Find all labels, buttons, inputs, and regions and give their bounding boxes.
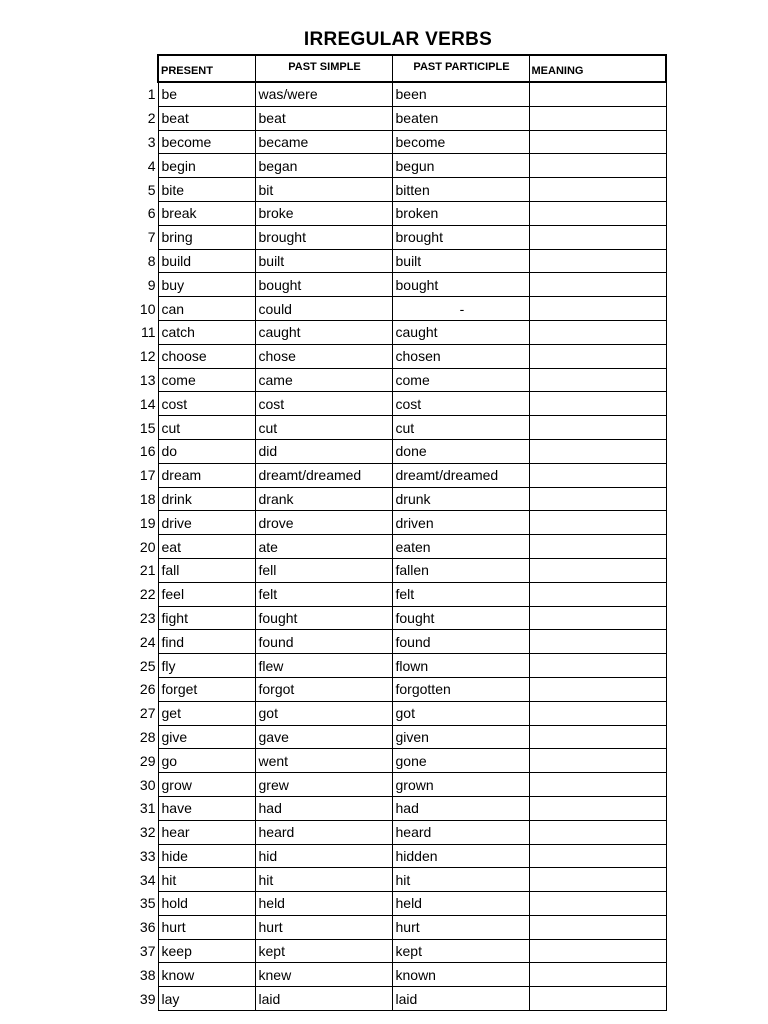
cell-meaning bbox=[529, 106, 666, 130]
cell-past-participle: cost bbox=[392, 392, 529, 416]
cell-past-simple: hit bbox=[255, 868, 392, 892]
cell-meaning bbox=[529, 511, 666, 535]
cell-past-simple: fought bbox=[255, 606, 392, 630]
cell-past-simple: went bbox=[255, 749, 392, 773]
row-number: 27 bbox=[139, 705, 156, 722]
table-body bbox=[128, 82, 666, 1011]
cell-meaning bbox=[529, 606, 666, 630]
cell-meaning bbox=[529, 130, 666, 154]
header-present: PRESENT bbox=[158, 55, 255, 82]
table-row bbox=[128, 439, 666, 463]
cell-meaning bbox=[529, 392, 666, 416]
cell-past-simple: forgot bbox=[255, 677, 392, 701]
row-number: 20 bbox=[139, 538, 156, 555]
cell-past-participle: hidden bbox=[392, 844, 529, 868]
cell-past-participle: known bbox=[392, 963, 529, 987]
table-row bbox=[128, 868, 666, 892]
cell-past-simple: became bbox=[255, 130, 392, 154]
row-number: 10 bbox=[139, 300, 156, 317]
cell-past-participle: got bbox=[392, 701, 529, 725]
cell-past-participle: kept bbox=[392, 939, 529, 963]
cell-past-participle: heard bbox=[392, 820, 529, 844]
row-number: 14 bbox=[139, 395, 156, 412]
table-row bbox=[128, 368, 666, 392]
cell-present: go bbox=[158, 749, 255, 773]
cell-present: have bbox=[158, 796, 255, 820]
table-row bbox=[128, 273, 666, 297]
table-row bbox=[128, 344, 666, 368]
cell-present: fight bbox=[158, 606, 255, 630]
cell-meaning bbox=[529, 320, 666, 344]
cell-present: fall bbox=[158, 558, 255, 582]
cell-past-simple: heard bbox=[255, 820, 392, 844]
cell-past-simple: drove bbox=[255, 511, 392, 535]
cell-present: keep bbox=[158, 939, 255, 963]
cell-past-participle: chosen bbox=[392, 344, 529, 368]
header-meaning: MEANING bbox=[529, 55, 666, 82]
table-row bbox=[128, 844, 666, 868]
cell-present: grow bbox=[158, 773, 255, 797]
irregular-verbs-table bbox=[128, 54, 667, 1011]
cell-present: hear bbox=[158, 820, 255, 844]
cell-past-simple: laid bbox=[255, 987, 392, 1011]
cell-past-simple: knew bbox=[255, 963, 392, 987]
cell-past-simple: brought bbox=[255, 225, 392, 249]
cell-past-participle: fallen bbox=[392, 558, 529, 582]
table-row bbox=[128, 463, 666, 487]
row-number: 4 bbox=[147, 157, 156, 174]
row-number: 5 bbox=[147, 181, 156, 198]
cell-past-simple: broke bbox=[255, 201, 392, 225]
cell-meaning bbox=[529, 963, 666, 987]
row-number: 24 bbox=[139, 633, 156, 650]
table-row bbox=[128, 82, 666, 106]
cell-past-participle: gone bbox=[392, 749, 529, 773]
cell-meaning bbox=[529, 987, 666, 1011]
cell-past-simple: hurt bbox=[255, 915, 392, 939]
cell-meaning bbox=[529, 701, 666, 725]
cell-past-participle: beaten bbox=[392, 106, 529, 130]
cell-present: give bbox=[158, 725, 255, 749]
cell-meaning bbox=[529, 344, 666, 368]
cell-meaning bbox=[529, 773, 666, 797]
cell-meaning bbox=[529, 297, 666, 321]
cell-present: drink bbox=[158, 487, 255, 511]
cell-meaning bbox=[529, 82, 666, 106]
cell-past-simple: bit bbox=[255, 178, 392, 202]
row-number: 7 bbox=[147, 229, 156, 246]
row-number: 31 bbox=[139, 800, 156, 817]
cell-present: build bbox=[158, 249, 255, 273]
cell-present: hurt bbox=[158, 915, 255, 939]
cell-meaning bbox=[529, 915, 666, 939]
table-row bbox=[128, 773, 666, 797]
cell-meaning bbox=[529, 249, 666, 273]
cell-past-participle: broken bbox=[392, 201, 529, 225]
table-row bbox=[128, 558, 666, 582]
row-number: 16 bbox=[139, 443, 156, 460]
row-number: 22 bbox=[139, 586, 156, 603]
table-row bbox=[128, 201, 666, 225]
table-header-row bbox=[128, 55, 666, 82]
row-number: 2 bbox=[147, 110, 156, 127]
row-number: 13 bbox=[139, 371, 156, 388]
table-row bbox=[128, 154, 666, 178]
cell-past-participle: driven bbox=[392, 511, 529, 535]
cell-past-simple: could bbox=[255, 297, 392, 321]
table-row bbox=[128, 178, 666, 202]
cell-present: cut bbox=[158, 416, 255, 440]
cell-past-participle: fought bbox=[392, 606, 529, 630]
table-row bbox=[128, 130, 666, 154]
table-row bbox=[128, 249, 666, 273]
cell-past-participle: brought bbox=[392, 225, 529, 249]
cell-past-participle: become bbox=[392, 130, 529, 154]
cell-present: can bbox=[158, 297, 255, 321]
cell-meaning bbox=[529, 725, 666, 749]
cell-meaning bbox=[529, 820, 666, 844]
row-number: 33 bbox=[139, 847, 156, 864]
row-number: 32 bbox=[139, 824, 156, 841]
table-row bbox=[128, 820, 666, 844]
row-number: 30 bbox=[139, 776, 156, 793]
row-number: 8 bbox=[147, 252, 156, 269]
cell-past-participle: drunk bbox=[392, 487, 529, 511]
row-number: 9 bbox=[147, 276, 156, 293]
row-number: 29 bbox=[139, 752, 156, 769]
table-row bbox=[128, 416, 666, 440]
cell-past-participle: - bbox=[392, 297, 529, 321]
cell-meaning bbox=[529, 630, 666, 654]
cell-meaning bbox=[529, 868, 666, 892]
row-number: 12 bbox=[139, 348, 156, 365]
cell-present: be bbox=[158, 82, 255, 106]
row-number: 17 bbox=[139, 467, 156, 484]
cell-present: break bbox=[158, 201, 255, 225]
cell-present: catch bbox=[158, 320, 255, 344]
cell-past-participle: given bbox=[392, 725, 529, 749]
cell-past-simple: began bbox=[255, 154, 392, 178]
cell-past-participle: forgotten bbox=[392, 677, 529, 701]
table-row bbox=[128, 606, 666, 630]
table-row bbox=[128, 939, 666, 963]
cell-present: forget bbox=[158, 677, 255, 701]
row-number: 11 bbox=[140, 324, 156, 341]
cell-past-participle: bought bbox=[392, 273, 529, 297]
cell-past-participle: felt bbox=[392, 582, 529, 606]
cell-past-participle: dreamt/dreamed bbox=[392, 463, 529, 487]
table-row bbox=[128, 749, 666, 773]
table-row bbox=[128, 701, 666, 725]
table-row bbox=[128, 963, 666, 987]
row-number: 28 bbox=[139, 728, 156, 745]
cell-past-simple: came bbox=[255, 368, 392, 392]
cell-past-simple: built bbox=[255, 249, 392, 273]
cell-past-simple: held bbox=[255, 892, 392, 916]
row-number: 38 bbox=[139, 966, 156, 983]
table-row bbox=[128, 654, 666, 678]
table-row bbox=[128, 487, 666, 511]
table-row bbox=[128, 725, 666, 749]
table-row bbox=[128, 511, 666, 535]
cell-past-simple: bought bbox=[255, 273, 392, 297]
cell-meaning bbox=[529, 796, 666, 820]
table-row bbox=[128, 892, 666, 916]
row-number: 15 bbox=[139, 419, 156, 436]
table-row bbox=[128, 392, 666, 416]
cell-meaning bbox=[529, 487, 666, 511]
cell-present: find bbox=[158, 630, 255, 654]
table-row bbox=[128, 106, 666, 130]
table-row bbox=[128, 677, 666, 701]
table-row bbox=[128, 915, 666, 939]
cell-past-participle: done bbox=[392, 439, 529, 463]
cell-past-simple: did bbox=[255, 439, 392, 463]
cell-meaning bbox=[529, 154, 666, 178]
cell-past-simple: gave bbox=[255, 725, 392, 749]
cell-meaning bbox=[529, 844, 666, 868]
row-number: 34 bbox=[139, 871, 156, 888]
cell-present: begin bbox=[158, 154, 255, 178]
cell-past-participle: found bbox=[392, 630, 529, 654]
table-row bbox=[128, 987, 666, 1011]
header-past-participle: PAST PARTICIPLE bbox=[392, 55, 529, 82]
row-number: 1 bbox=[147, 86, 156, 103]
row-number: 37 bbox=[139, 943, 156, 960]
row-number: 26 bbox=[139, 681, 156, 698]
cell-past-simple: fell bbox=[255, 558, 392, 582]
cell-present: drive bbox=[158, 511, 255, 535]
cell-meaning bbox=[529, 178, 666, 202]
cell-meaning bbox=[529, 677, 666, 701]
cell-past-simple: cost bbox=[255, 392, 392, 416]
cell-meaning bbox=[529, 225, 666, 249]
cell-present: buy bbox=[158, 273, 255, 297]
cell-present: cost bbox=[158, 392, 255, 416]
cell-past-simple: ate bbox=[255, 535, 392, 559]
cell-present: eat bbox=[158, 535, 255, 559]
row-number: 23 bbox=[139, 609, 156, 626]
cell-present: fly bbox=[158, 654, 255, 678]
cell-meaning bbox=[529, 939, 666, 963]
cell-meaning bbox=[529, 749, 666, 773]
cell-past-participle: caught bbox=[392, 320, 529, 344]
cell-meaning bbox=[529, 582, 666, 606]
cell-past-simple: caught bbox=[255, 320, 392, 344]
table-row bbox=[128, 320, 666, 344]
cell-past-simple: found bbox=[255, 630, 392, 654]
cell-present: dream bbox=[158, 463, 255, 487]
cell-meaning bbox=[529, 892, 666, 916]
cell-present: bring bbox=[158, 225, 255, 249]
cell-past-simple: cut bbox=[255, 416, 392, 440]
cell-present: hit bbox=[158, 868, 255, 892]
cell-past-simple: had bbox=[255, 796, 392, 820]
cell-past-simple: kept bbox=[255, 939, 392, 963]
cell-past-simple: felt bbox=[255, 582, 392, 606]
cell-meaning bbox=[529, 439, 666, 463]
row-number: 19 bbox=[139, 514, 156, 531]
page-title: IRREGULAR VERBS bbox=[303, 29, 493, 50]
cell-past-simple: drank bbox=[255, 487, 392, 511]
cell-past-simple: hid bbox=[255, 844, 392, 868]
cell-present: hold bbox=[158, 892, 255, 916]
table-row bbox=[128, 630, 666, 654]
cell-present: hide bbox=[158, 844, 255, 868]
cell-past-participle: hurt bbox=[392, 915, 529, 939]
cell-past-participle: had bbox=[392, 796, 529, 820]
cell-past-participle: laid bbox=[392, 987, 529, 1011]
cell-past-simple: dreamt/dreamed bbox=[255, 463, 392, 487]
cell-past-participle: bitten bbox=[392, 178, 529, 202]
row-number: 3 bbox=[147, 133, 156, 150]
cell-past-participle: hit bbox=[392, 868, 529, 892]
cell-present: feel bbox=[158, 582, 255, 606]
cell-past-participle: been bbox=[392, 82, 529, 106]
cell-past-simple: flew bbox=[255, 654, 392, 678]
cell-present: get bbox=[158, 701, 255, 725]
row-number: 18 bbox=[139, 490, 156, 507]
cell-past-simple: beat bbox=[255, 106, 392, 130]
cell-present: choose bbox=[158, 344, 255, 368]
table-row bbox=[128, 297, 666, 321]
cell-present: lay bbox=[158, 987, 255, 1011]
cell-past-simple: got bbox=[255, 701, 392, 725]
header-past-simple: PAST SIMPLE bbox=[255, 55, 392, 82]
cell-meaning bbox=[529, 368, 666, 392]
cell-meaning bbox=[529, 201, 666, 225]
cell-past-simple: grew bbox=[255, 773, 392, 797]
cell-past-participle: built bbox=[392, 249, 529, 273]
header-number bbox=[128, 55, 158, 82]
cell-present: know bbox=[158, 963, 255, 987]
cell-meaning bbox=[529, 535, 666, 559]
row-number: 36 bbox=[139, 919, 156, 936]
cell-past-simple: was/were bbox=[255, 82, 392, 106]
table-row bbox=[128, 535, 666, 559]
cell-present: bite bbox=[158, 178, 255, 202]
cell-present: do bbox=[158, 439, 255, 463]
cell-meaning bbox=[529, 558, 666, 582]
table-row bbox=[128, 796, 666, 820]
cell-past-participle: come bbox=[392, 368, 529, 392]
cell-meaning bbox=[529, 654, 666, 678]
row-number: 35 bbox=[139, 895, 156, 912]
table-row bbox=[128, 582, 666, 606]
cell-past-participle: begun bbox=[392, 154, 529, 178]
cell-past-participle: eaten bbox=[392, 535, 529, 559]
cell-meaning bbox=[529, 416, 666, 440]
row-number: 25 bbox=[139, 657, 156, 674]
cell-past-participle: cut bbox=[392, 416, 529, 440]
cell-past-participle: held bbox=[392, 892, 529, 916]
cell-past-simple: chose bbox=[255, 344, 392, 368]
table-row bbox=[128, 225, 666, 249]
cell-present: become bbox=[158, 130, 255, 154]
cell-meaning bbox=[529, 463, 666, 487]
cell-past-participle: grown bbox=[392, 773, 529, 797]
row-number: 39 bbox=[139, 990, 156, 1007]
cell-present: beat bbox=[158, 106, 255, 130]
row-number: 21 bbox=[139, 562, 156, 579]
row-number: 6 bbox=[147, 205, 156, 222]
cell-meaning bbox=[529, 273, 666, 297]
cell-present: come bbox=[158, 368, 255, 392]
cell-past-participle: flown bbox=[392, 654, 529, 678]
